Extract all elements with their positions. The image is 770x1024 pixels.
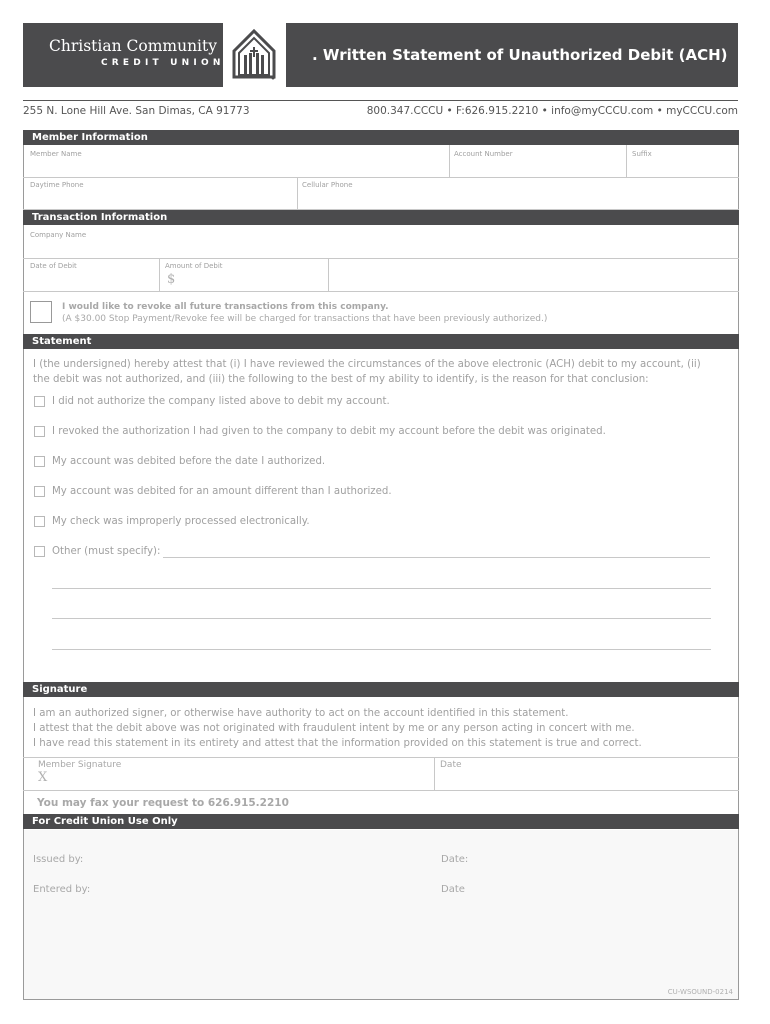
signature-attest-line3: I have read this statement in its entirety and attest that the information provided on this statement is true and correct. [33,738,642,749]
cellular-phone-field[interactable]: Cellular Phone [302,181,353,189]
divider [626,145,627,177]
divider [159,258,160,291]
company-name-field[interactable]: Company Name [30,231,87,239]
transaction-info-heading: Transaction Information [23,210,739,225]
cu-use-heading: For Credit Union Use Only [23,814,739,829]
suffix-field[interactable]: Suffix [632,150,652,158]
reason-checkbox[interactable] [34,456,45,467]
divider [434,757,435,790]
header-divider [23,100,738,101]
reason-checkbox[interactable] [34,486,45,497]
revoke-fee-note: (A $30.00 Stop Payment/Revoke fee will be charged for transactions that have been previously authorized.) [62,314,548,324]
write-line[interactable] [52,649,711,650]
sign-here-mark: X [38,770,48,785]
statement-intro-line1: I (the undersigned) hereby attest that (i) I have reviewed the circumstances of the above electronic (ACH) debit to my account, (ii) [33,359,701,370]
divider [297,177,298,209]
reason-checkbox[interactable] [34,426,45,437]
reason-checkbox[interactable] [34,396,45,407]
write-line[interactable] [52,618,711,619]
reason-checkbox[interactable] [34,546,45,557]
reason-label: I revoked the authorization I had given to the company to debit my account before the debit was originated. [52,426,606,437]
date-of-debit-field[interactable]: Date of Debit [30,262,77,270]
amount-of-debit-field[interactable]: Amount of Debit [165,262,223,270]
divider [23,790,739,791]
signature-attest-line2: I attest that the debit above was not originated with fraudulent intent by me or any person acting in concert with me. [33,723,635,734]
revoke-label: I would like to revoke all future transactions from this company. [62,302,389,312]
issued-date-label: Date: [441,854,469,865]
divider [23,757,739,758]
reason-label: My account was debited for an amount different than I authorized. [52,486,392,497]
divider [23,258,739,259]
write-line[interactable] [52,588,711,589]
church-logo-icon [231,27,277,81]
entered-date-label: Date [441,884,465,895]
divider [328,258,329,291]
member-info-heading: Member Information [23,130,739,145]
statement-heading: Statement [23,334,739,349]
divider [23,291,739,292]
cu-use-area [24,830,738,999]
reason-label: My check was improperly processed electronically. [52,516,310,527]
member-signature-field[interactable]: Member Signature [38,760,122,770]
logo-panel [23,23,223,87]
org-subtitle: CREDIT UNION [101,58,225,68]
reason-label: Other (must specify): [52,546,161,557]
revoke-checkbox[interactable] [30,301,52,323]
signature-date-field[interactable]: Date [440,760,462,770]
reason-checkbox[interactable] [34,516,45,527]
reason-label: I did not authorize the company listed above to debit my account. [52,396,390,407]
other-specify-line[interactable] [163,557,710,558]
divider [449,145,450,177]
entered-by-label: Entered by: [33,884,91,895]
reason-label: My account was debited before the date I authorized. [52,456,326,467]
form-code: CU-WSOUND-0214 [667,988,733,996]
address: 255 N. Lone Hill Ave. San Dimas, CA 91773 [23,105,250,117]
org-name: Christian Community [49,37,217,55]
issued-by-label: Issued by: [33,854,84,865]
signature-heading: Signature [23,682,739,697]
account-number-field[interactable]: Account Number [454,150,513,158]
daytime-phone-field[interactable]: Daytime Phone [30,181,84,189]
signature-attest-line1: I am an authorized signer, or otherwise have authority to act on the account identified in this statement. [33,708,569,719]
dollar-sign: $ [167,272,176,287]
statement-intro-line2: the debit was not authorized, and (iii) the following to the best of my ability to identify, is the reason for that conclusion: [33,374,649,385]
member-name-field[interactable]: Member Name [30,150,82,158]
contact-info: 800.347.CCCU • F:626.915.2210 • info@myCCCU.com • myCCCU.com [366,105,738,117]
fax-note: You may fax your request to 626.915.2210 [37,797,289,809]
form-title-panel [286,23,738,87]
divider [23,177,739,178]
form-title: . Written Statement of Unauthorized Debit (ACH) [312,46,728,64]
